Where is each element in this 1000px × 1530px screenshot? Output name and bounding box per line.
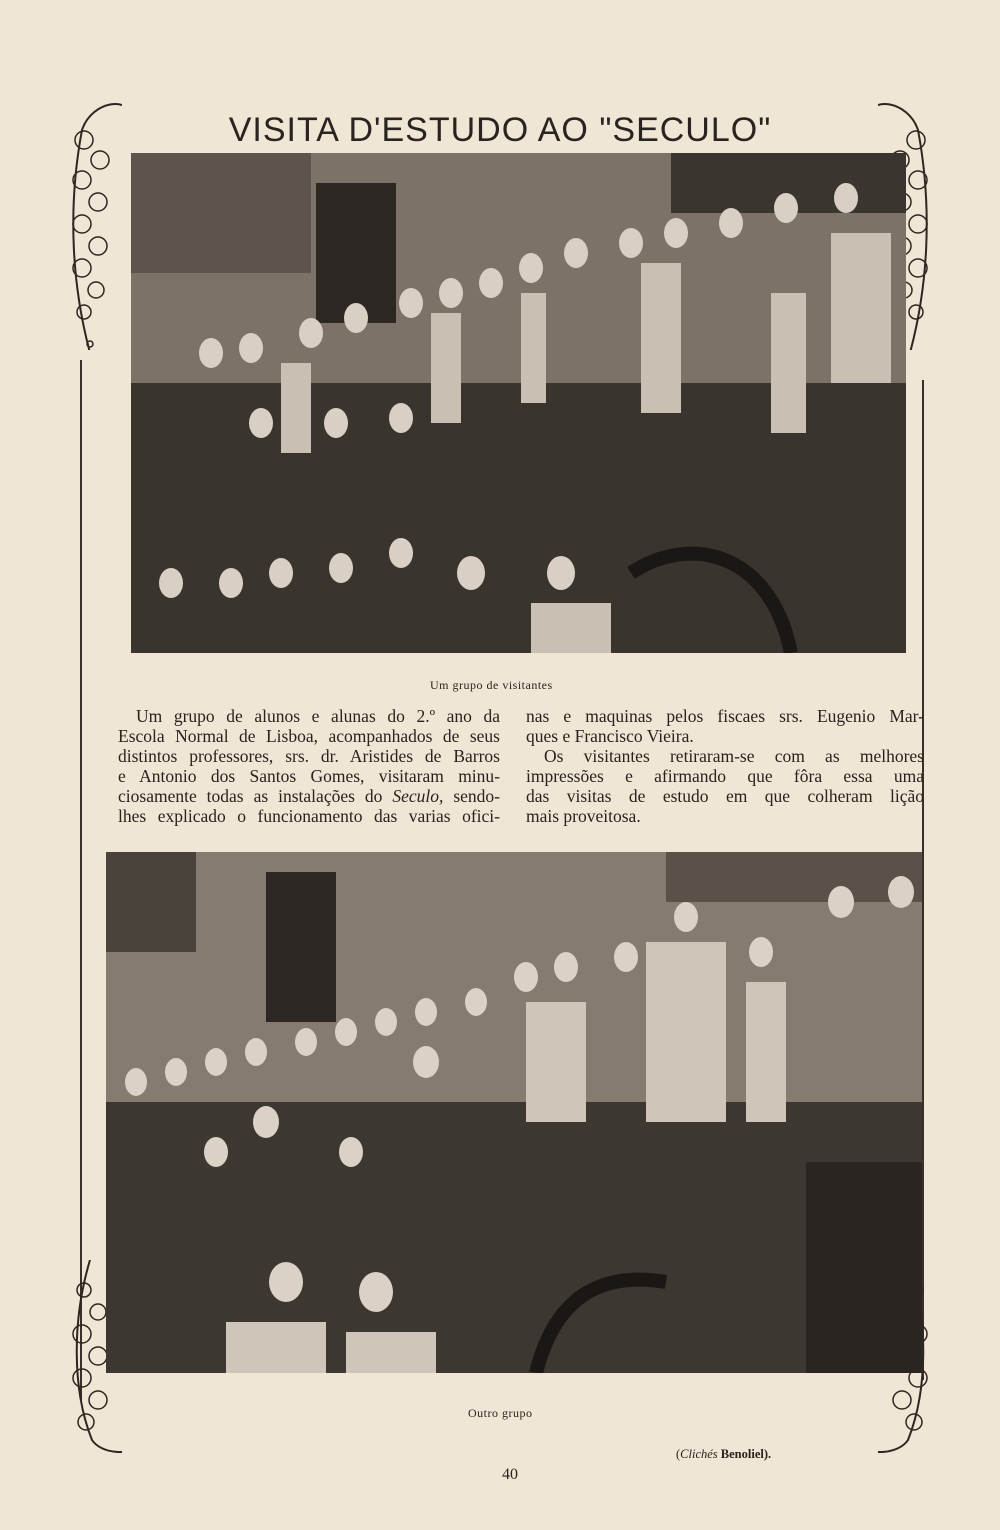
credit-paren: ( bbox=[676, 1447, 681, 1461]
frame-right-line bbox=[922, 380, 924, 1380]
text-line: nas e maquinas pelos fiscaes srs. Eugenio Mar- bbox=[526, 706, 924, 726]
text-line: distintos professores, srs. dr. Aristides de Barros bbox=[118, 746, 500, 766]
photo-group-visitors bbox=[131, 153, 906, 653]
text-line: ques e Francisco Vieira. bbox=[526, 726, 694, 746]
photo-other-group bbox=[106, 852, 922, 1373]
text-line: Escola Normal de Lisboa, acompanhados de seus bbox=[118, 726, 500, 746]
text-line: Um grupo de alunos e alunas do 2.º ano da bbox=[136, 706, 500, 726]
text-line: das visitas de estudo em que colheram lição bbox=[526, 786, 924, 806]
text-line: Os visitantes retiraram-se com as melhores bbox=[544, 746, 924, 766]
text-fragment: ciosamente todas as instalações do bbox=[118, 786, 383, 806]
text-line bbox=[118, 786, 500, 806]
photo-caption-2: Outro grupo bbox=[468, 1406, 533, 1420]
credit-name: Benoliel). bbox=[720, 1447, 772, 1461]
article-left-column bbox=[118, 706, 500, 826]
text-line: mais proveitosa. bbox=[526, 806, 641, 826]
article-right-column bbox=[526, 706, 924, 826]
photo-caption-1: Um grupo de visitantes bbox=[430, 678, 553, 692]
text-line: e Antonio dos Santos Gomes, visitaram minu- bbox=[118, 766, 500, 786]
page-title: VISITA D'ESTUDO AO "SECULO" bbox=[228, 110, 772, 149]
credit-label: Clichés bbox=[680, 1447, 718, 1461]
photo-credit bbox=[676, 1447, 771, 1462]
text-line: impressões e afirmando que fôra essa uma bbox=[526, 766, 924, 786]
text-line: lhes explicado o funcionamento das varias ofici- bbox=[118, 806, 500, 826]
text-fragment: sendo- bbox=[443, 786, 500, 806]
publication-name: Seculo, bbox=[392, 786, 444, 806]
frame-left-line bbox=[80, 360, 82, 1400]
page-number: 40 bbox=[502, 1466, 518, 1483]
